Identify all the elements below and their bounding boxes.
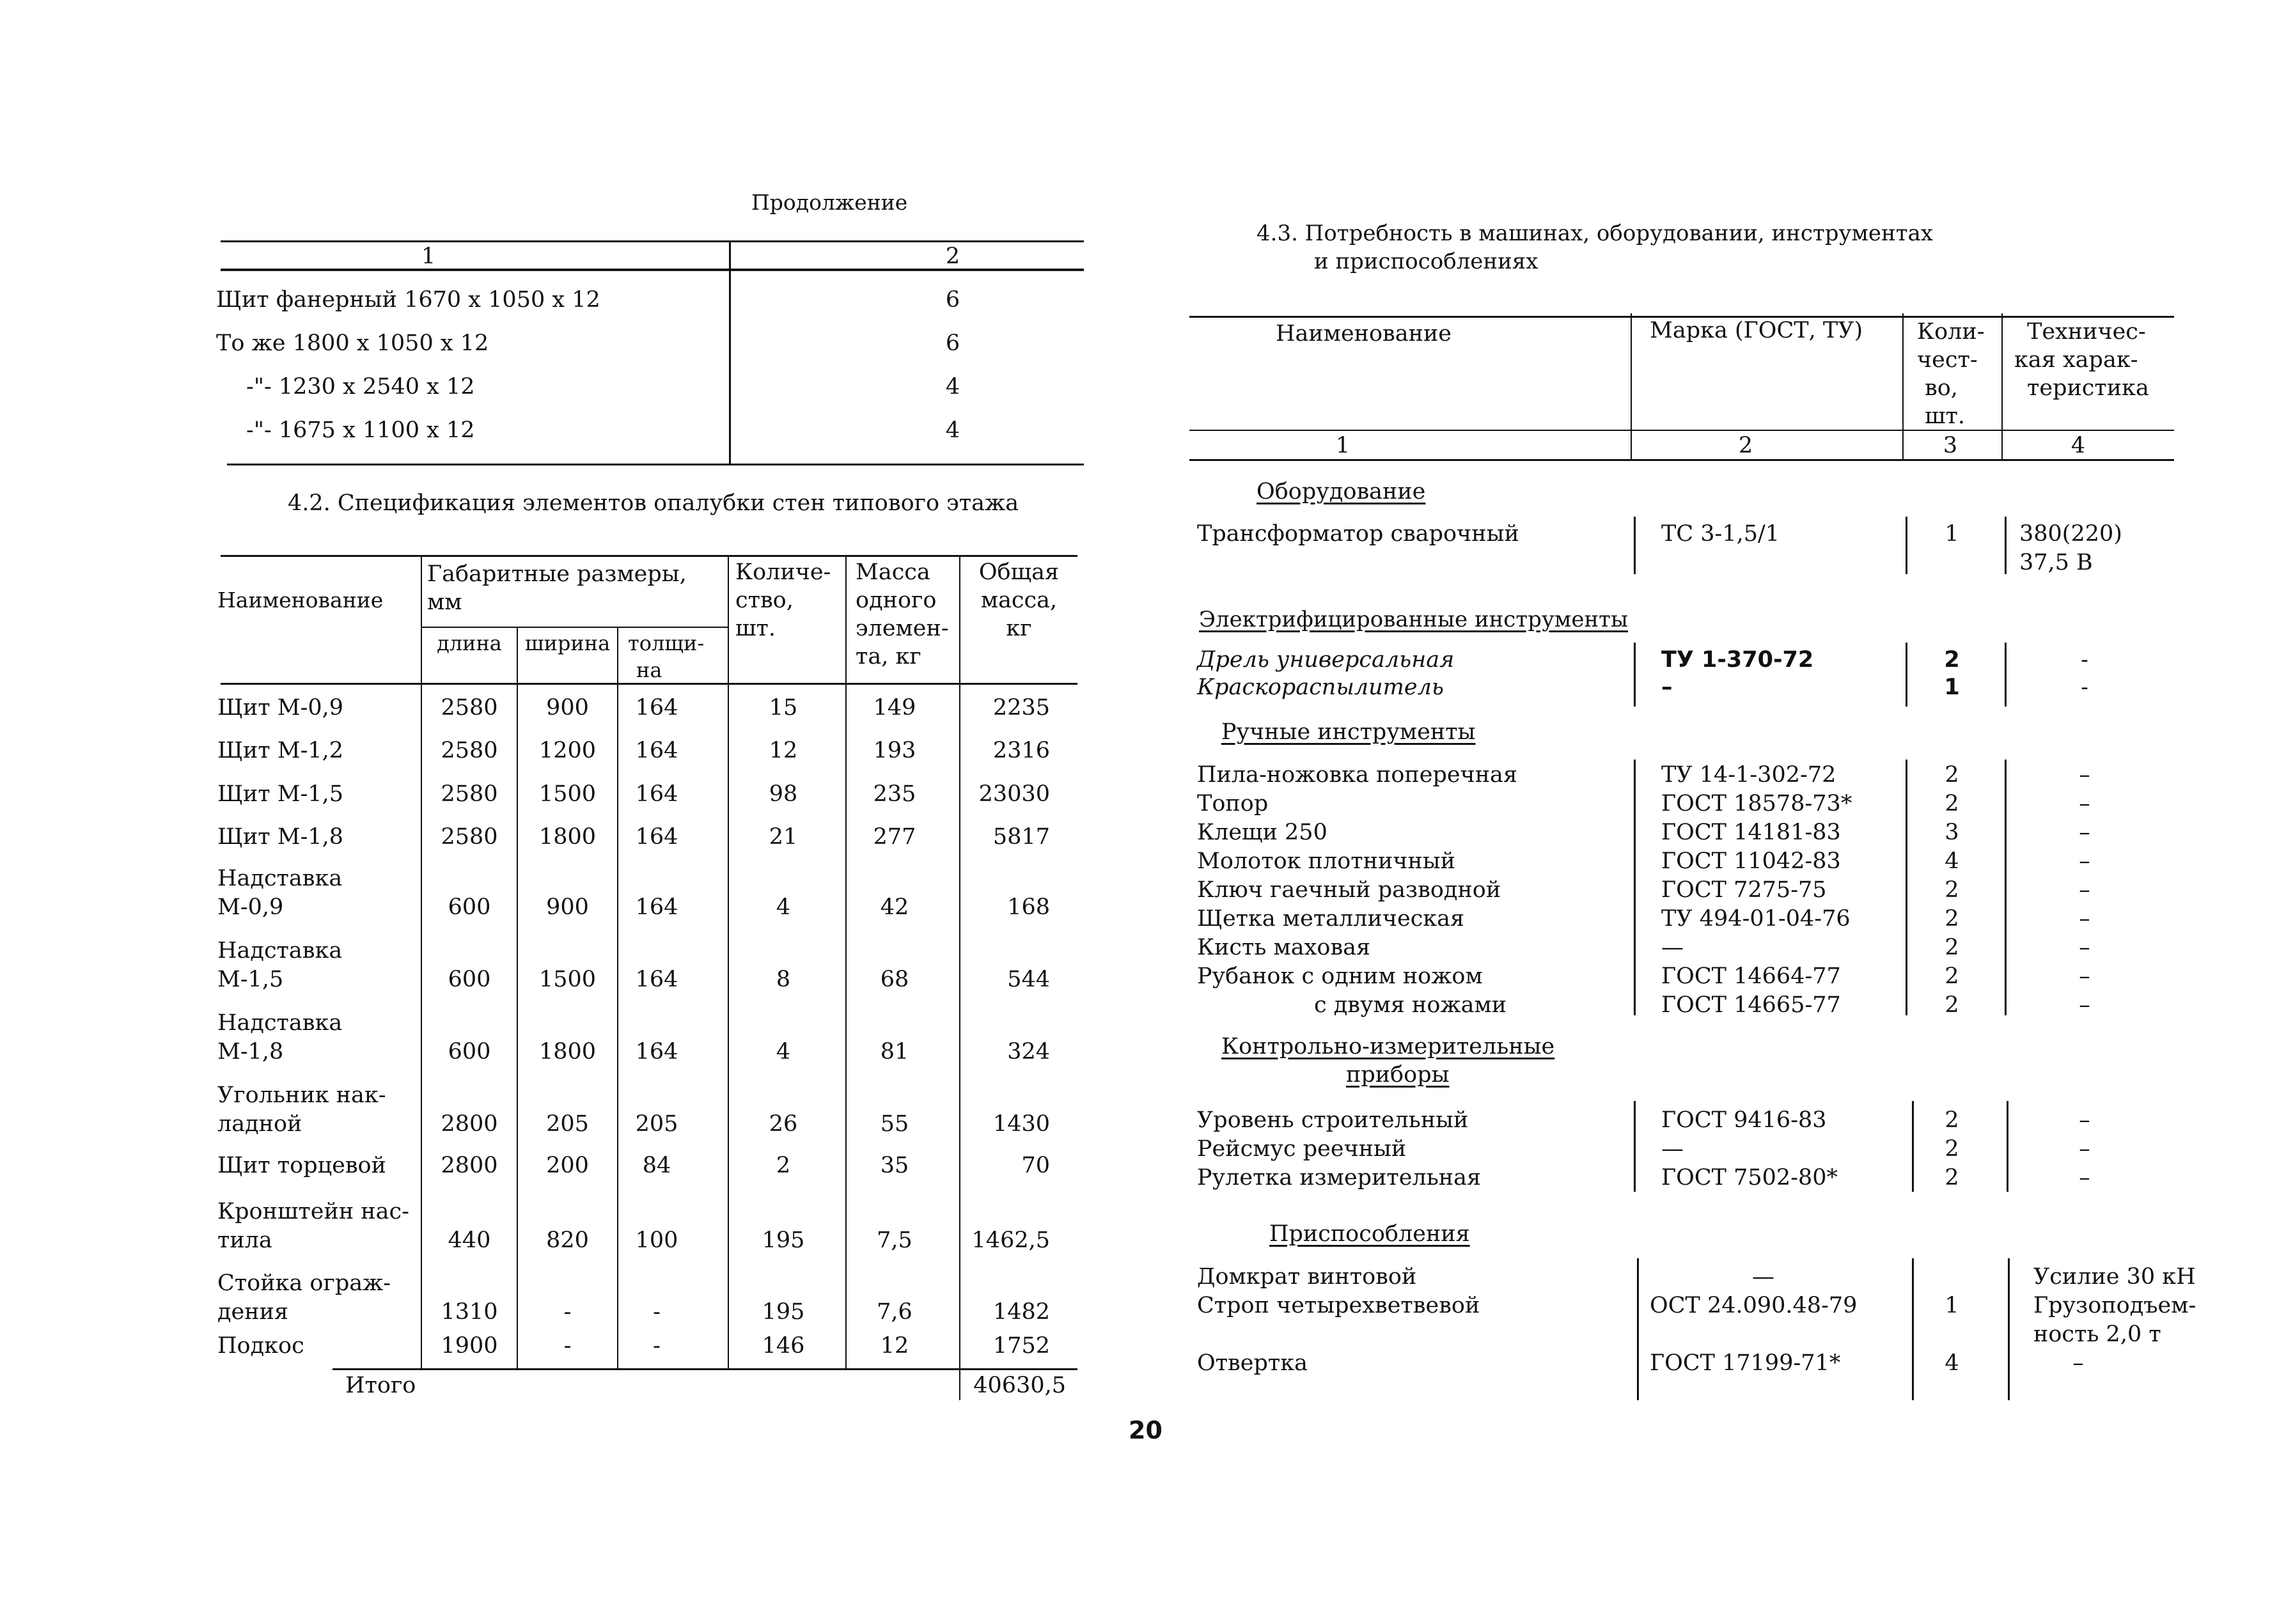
equipment-name: Уровень строительный bbox=[1197, 1107, 1469, 1133]
total-mass-value: 324 bbox=[1007, 1039, 1050, 1065]
tech-value: – bbox=[2079, 848, 2090, 874]
item-name: М-1,5 bbox=[217, 967, 284, 992]
column-divider bbox=[1912, 1101, 1914, 1192]
item-name: Надставка bbox=[217, 938, 343, 964]
thickness-value: 164 bbox=[635, 824, 678, 850]
total-mass-value: 1482 bbox=[992, 1299, 1050, 1325]
column-divider bbox=[2005, 643, 2007, 707]
quantity-value: 21 bbox=[769, 824, 798, 850]
header-dimensions: Габаритные размеры, мм bbox=[427, 561, 687, 615]
thickness-value: 164 bbox=[635, 894, 678, 920]
section-control-2: приборы bbox=[1346, 1062, 1450, 1088]
brand-value: — bbox=[1661, 1136, 1684, 1162]
continuation-row-value: 6 bbox=[945, 331, 960, 356]
thickness-value: 164 bbox=[635, 1039, 678, 1065]
rule bbox=[221, 683, 1077, 685]
quantity-value: 15 bbox=[769, 695, 798, 721]
quantity-value: 2 bbox=[1945, 1165, 1959, 1191]
column-divider bbox=[1634, 643, 1636, 707]
quantity-value: 4 bbox=[1945, 848, 1959, 874]
quantity-value: 2 bbox=[1945, 935, 1959, 960]
thickness-value: 164 bbox=[635, 738, 678, 763]
length-value: 2580 bbox=[441, 824, 498, 850]
header-qty-3: во, bbox=[1925, 375, 1958, 401]
equipment-name: Строп четырехветвевой bbox=[1197, 1293, 1480, 1318]
item-name: М-0,9 bbox=[217, 894, 284, 920]
column-divider bbox=[1912, 1258, 1914, 1400]
quantity-value: 2 bbox=[1945, 877, 1959, 903]
length-value: 1310 bbox=[441, 1299, 498, 1325]
section-electric: Электрифицированные инструменты bbox=[1199, 607, 1629, 632]
thickness-value: - bbox=[653, 1299, 661, 1325]
brand-value: ГОСТ 18578-73* bbox=[1661, 791, 1852, 816]
tech-value: – bbox=[2079, 964, 2090, 989]
header-thickness-cont: на bbox=[636, 658, 662, 682]
header-name: Наименование bbox=[1276, 321, 1452, 347]
header-unit-mass-4: та, кг bbox=[856, 644, 921, 669]
quantity-value: 2 bbox=[1944, 647, 1960, 673]
total-mass-value: 70 bbox=[1021, 1153, 1050, 1178]
equipment-name: Пила-ножовка поперечная bbox=[1197, 762, 1517, 788]
unit-mass-value: 68 bbox=[880, 967, 909, 992]
tech-value: – bbox=[2079, 1136, 2090, 1162]
rule bbox=[1189, 459, 2174, 461]
unit-mass-value: 193 bbox=[873, 738, 916, 763]
item-name: Угольник нак- bbox=[217, 1082, 386, 1108]
column-divider bbox=[1637, 1258, 1639, 1400]
quantity-value: 12 bbox=[769, 738, 798, 763]
item-name: тила bbox=[217, 1228, 272, 1253]
quantity-value: 2 bbox=[1945, 992, 1959, 1018]
unit-mass-value: 7,6 bbox=[877, 1299, 912, 1325]
rule bbox=[1189, 430, 2174, 431]
column-divider bbox=[1906, 760, 1907, 1015]
column-divider bbox=[729, 240, 731, 464]
section-devices: Приспособления bbox=[1269, 1221, 1470, 1247]
table-43-title-2: и приспособлениях bbox=[1314, 249, 1538, 274]
length-value: 1900 bbox=[441, 1333, 498, 1359]
quantity-value: 146 bbox=[762, 1333, 805, 1359]
equipment-name: Топор bbox=[1197, 791, 1269, 816]
column-divider bbox=[617, 627, 618, 1368]
tech-value: – bbox=[2079, 1107, 2090, 1133]
column-divider bbox=[1634, 760, 1636, 1015]
thickness-value: 164 bbox=[635, 781, 678, 807]
header-quantity-1: Количе- bbox=[735, 559, 831, 585]
brand-value: ТУ 1-370-72 bbox=[1661, 647, 1814, 673]
quantity-value: 4 bbox=[776, 894, 791, 920]
equipment-name: Молоток плотничный bbox=[1197, 848, 1455, 874]
brand-value: ТУ 494-01-04-76 bbox=[1661, 906, 1851, 932]
item-name: Стойка ограж- bbox=[217, 1270, 391, 1296]
item-name: Щит М-1,8 bbox=[217, 824, 344, 850]
header-qty-2: чест- bbox=[1917, 347, 1978, 373]
section-control-1: Контрольно-измерительные bbox=[1221, 1034, 1555, 1059]
quantity-value: 1 bbox=[1945, 1293, 1959, 1318]
total-mass-value: 23030 bbox=[978, 781, 1050, 807]
length-value: 440 bbox=[448, 1228, 491, 1253]
width-value: 1500 bbox=[538, 967, 597, 992]
width-value: 900 bbox=[546, 695, 589, 721]
total-mass-value: 5817 bbox=[992, 824, 1050, 850]
equipment-name: Рейсмус реечный bbox=[1197, 1136, 1407, 1162]
tech-value: 380(220) bbox=[2019, 521, 2122, 547]
header-total-2: масса, bbox=[980, 588, 1058, 613]
equipment-name: Клещи 250 bbox=[1197, 820, 1327, 845]
column-divider bbox=[1634, 517, 1636, 574]
quantity-value: 26 bbox=[769, 1111, 798, 1137]
brand-value: ОСТ 24.090.48-79 bbox=[1650, 1293, 1858, 1318]
total-mass-value: 2316 bbox=[992, 738, 1050, 763]
brand-value: ГОСТ 7502-80* bbox=[1661, 1165, 1838, 1191]
column-divider bbox=[2001, 313, 2003, 459]
length-value: 2580 bbox=[441, 695, 498, 721]
length-value: 600 bbox=[448, 894, 491, 920]
item-name: Щит М-1,5 bbox=[217, 781, 344, 807]
equipment-name: Трансформатор сварочный bbox=[1197, 521, 1519, 547]
column-divider bbox=[2005, 760, 2007, 1015]
width-value: 1800 bbox=[538, 1039, 597, 1065]
column-number: 1 bbox=[1335, 433, 1350, 458]
header-name: Наименование bbox=[217, 588, 384, 613]
item-name: Надставка bbox=[217, 866, 343, 891]
thickness-value: 164 bbox=[635, 695, 678, 721]
item-name: ладной bbox=[217, 1111, 302, 1137]
equipment-name: Рулетка измерительная bbox=[1197, 1165, 1482, 1191]
tech-value: 37,5 В bbox=[2019, 550, 2093, 575]
tech-value: – bbox=[2079, 992, 2090, 1018]
continuation-row-name: -"- 1675 х 1100 х 12 bbox=[246, 418, 475, 443]
quantity-value: 2 bbox=[1945, 1136, 1959, 1162]
brand-value: ГОСТ 17199-71* bbox=[1650, 1350, 1841, 1376]
header-tech-1: Техничес- bbox=[2027, 319, 2146, 345]
item-name: дения bbox=[217, 1299, 288, 1325]
width-value: 820 bbox=[546, 1228, 589, 1253]
column-divider bbox=[1906, 517, 1907, 574]
total-mass-value: 1752 bbox=[992, 1333, 1050, 1359]
equipment-name: Рубанок с одним ножом bbox=[1197, 964, 1483, 989]
width-value: 1200 bbox=[538, 738, 597, 763]
item-name: Щит торцевой bbox=[217, 1153, 386, 1178]
quantity-value: 4 bbox=[1945, 1350, 1959, 1376]
column-divider bbox=[1634, 1101, 1636, 1192]
total-value: 40630,5 bbox=[973, 1373, 1066, 1398]
thickness-value: 205 bbox=[635, 1111, 678, 1137]
item-name: Кронштейн нас- bbox=[217, 1199, 409, 1224]
quantity-value: 2 bbox=[1945, 791, 1959, 816]
unit-mass-value: 42 bbox=[880, 894, 909, 920]
tech-value: – bbox=[2079, 906, 2090, 932]
header-quantity-2: ство, bbox=[735, 588, 794, 613]
tech-value: - bbox=[2081, 675, 2088, 700]
quantity-value: 2 bbox=[1945, 1107, 1959, 1133]
brand-value: ТУ 14-1-302-72 bbox=[1661, 762, 1836, 788]
header-tech-3: теристика bbox=[2027, 375, 2149, 401]
header-qty-4: шт. bbox=[1925, 403, 1966, 429]
header-quantity-3: шт. bbox=[735, 616, 776, 641]
tech-value: – bbox=[2079, 820, 2090, 845]
quantity-value: 98 bbox=[769, 781, 798, 807]
tech-value: – bbox=[2079, 1165, 2090, 1191]
unit-mass-value: 7,5 bbox=[877, 1228, 912, 1253]
quantity-value: 4 bbox=[776, 1039, 791, 1065]
thickness-value: 100 bbox=[635, 1228, 678, 1253]
column-number: 1 bbox=[421, 244, 436, 269]
width-value: 200 bbox=[546, 1153, 589, 1178]
unit-mass-value: 12 bbox=[880, 1333, 909, 1359]
equipment-name: с двумя ножами bbox=[1314, 992, 1507, 1018]
column-number: 4 bbox=[2070, 433, 2086, 458]
item-name: М-1,8 bbox=[217, 1039, 284, 1065]
brand-value: ГОСТ 14664-77 bbox=[1661, 964, 1841, 989]
thickness-value: 84 bbox=[642, 1153, 671, 1178]
continuation-row-name: То же 1800 х 1050 х 12 bbox=[216, 331, 489, 356]
tech-value: - bbox=[2081, 647, 2088, 673]
total-label: Итого bbox=[345, 1373, 416, 1398]
total-mass-value: 2235 bbox=[992, 695, 1050, 721]
continuation-row-value: 4 bbox=[945, 374, 960, 400]
brand-value: ГОСТ 14665-77 bbox=[1661, 992, 1841, 1018]
column-number: 2 bbox=[1738, 433, 1753, 458]
quantity-value: 2 bbox=[1945, 762, 1959, 788]
rule bbox=[333, 1368, 1077, 1370]
equipment-name: Отвертка bbox=[1197, 1350, 1308, 1376]
equipment-name: Щетка металлическая bbox=[1197, 906, 1465, 932]
brand-value: ГОСТ 9416-83 bbox=[1661, 1107, 1827, 1133]
brand-value: ГОСТ 14181-83 bbox=[1661, 820, 1841, 845]
quantity-value: 8 bbox=[776, 967, 791, 992]
header-unit-mass-2: одного bbox=[856, 588, 937, 613]
total-mass-value: 1462,5 bbox=[971, 1228, 1050, 1253]
quantity-value: 2 bbox=[776, 1153, 791, 1178]
brand-value: ТС 3-1,5/1 bbox=[1661, 521, 1780, 547]
quantity-value: 195 bbox=[762, 1228, 805, 1253]
tech-value: – bbox=[2079, 791, 2090, 816]
brand-value: — bbox=[1752, 1264, 1774, 1290]
unit-mass-value: 35 bbox=[880, 1153, 909, 1178]
quantity-value: 195 bbox=[762, 1299, 805, 1325]
unit-mass-value: 235 bbox=[873, 781, 916, 807]
width-value: 1800 bbox=[538, 824, 597, 850]
unit-mass-value: 55 bbox=[880, 1111, 909, 1137]
table-42-title: 4.2. Спецификация элементов опалубки стен типового этажа bbox=[288, 490, 1019, 516]
table-43-title-1: 4.3. Потребность в машинах, оборудовании, инструментах bbox=[1256, 221, 1933, 246]
unit-mass-value: 81 bbox=[880, 1039, 909, 1065]
column-divider bbox=[2005, 517, 2007, 574]
thickness-value: 164 bbox=[635, 967, 678, 992]
header-brand: Марка (ГОСТ, ТУ) bbox=[1650, 318, 1863, 343]
column-divider bbox=[1631, 313, 1632, 459]
equipment-name: Дрель универсальная bbox=[1197, 647, 1455, 673]
length-value: 2800 bbox=[441, 1111, 498, 1137]
unit-mass-value: 149 bbox=[873, 695, 916, 721]
header-length: длина bbox=[437, 631, 502, 655]
equipment-name: Ключ гаечный разводной bbox=[1197, 877, 1501, 903]
brand-value: ГОСТ 7275-75 bbox=[1661, 877, 1827, 903]
brand-value: – bbox=[1661, 675, 1673, 700]
item-name: Надставка bbox=[217, 1010, 343, 1036]
continuation-label: Продолжение bbox=[751, 190, 908, 215]
equipment-name: Краскораспылитель bbox=[1197, 675, 1444, 700]
header-total-1: Общая bbox=[978, 559, 1060, 585]
thickness-value: - bbox=[653, 1333, 661, 1359]
column-divider bbox=[517, 627, 518, 1368]
continuation-row-value: 6 bbox=[945, 287, 960, 313]
column-number: 3 bbox=[1943, 433, 1958, 458]
total-mass-value: 1430 bbox=[992, 1111, 1050, 1137]
quantity-value: 1 bbox=[1944, 675, 1960, 700]
item-name: Щит М-0,9 bbox=[217, 695, 344, 721]
column-number: 2 bbox=[945, 244, 960, 269]
section-equipment: Оборудование bbox=[1256, 479, 1426, 504]
header-unit-mass-3: элемен- bbox=[856, 616, 949, 641]
rule bbox=[221, 555, 1077, 557]
brand-value: — bbox=[1661, 935, 1684, 960]
width-value: 1500 bbox=[538, 781, 597, 807]
tech-value: – bbox=[2079, 877, 2090, 903]
page-number: 20 bbox=[1129, 1416, 1162, 1444]
column-divider bbox=[2008, 1258, 2010, 1400]
width-value: 900 bbox=[546, 894, 589, 920]
column-divider bbox=[1902, 313, 1904, 459]
tech-value: – bbox=[2079, 762, 2090, 788]
tech-value: – bbox=[2072, 1350, 2084, 1376]
tech-value: Усилие 30 кН bbox=[2033, 1264, 2196, 1290]
length-value: 2580 bbox=[441, 781, 498, 807]
header-width: ширина bbox=[524, 631, 611, 655]
rule bbox=[422, 627, 729, 628]
continuation-row-value: 4 bbox=[945, 418, 960, 443]
equipment-name: Кисть маховая bbox=[1197, 935, 1371, 960]
header-thickness: толщи- bbox=[628, 631, 705, 655]
quantity-value: 3 bbox=[1945, 820, 1959, 845]
rule bbox=[227, 464, 1084, 465]
length-value: 2580 bbox=[441, 738, 498, 763]
header-tech-2: кая харак- bbox=[2014, 347, 2138, 373]
total-mass-value: 168 bbox=[1007, 894, 1050, 920]
length-value: 2800 bbox=[441, 1153, 498, 1178]
column-divider bbox=[2007, 1101, 2008, 1192]
tech-value: – bbox=[2079, 935, 2090, 960]
brand-value: ГОСТ 11042-83 bbox=[1661, 848, 1841, 874]
tech-value: Грузоподъем- bbox=[2033, 1293, 2196, 1318]
total-mass-value: 544 bbox=[1007, 967, 1050, 992]
length-value: 600 bbox=[448, 967, 491, 992]
continuation-row-name: -"- 1230 х 2540 х 12 bbox=[246, 374, 475, 400]
quantity-value: 1 bbox=[1945, 521, 1959, 547]
header-unit-mass-1: Масса bbox=[856, 559, 930, 585]
tech-value: ность 2,0 т bbox=[2033, 1322, 2161, 1347]
item-name: Подкос bbox=[217, 1333, 304, 1359]
unit-mass-value: 277 bbox=[873, 824, 916, 850]
quantity-value: 2 bbox=[1945, 906, 1959, 932]
width-value: - bbox=[563, 1333, 572, 1359]
header-total-3: кг bbox=[1006, 616, 1032, 641]
width-value: - bbox=[563, 1299, 572, 1325]
header-qty-1: Коли- bbox=[1917, 319, 1985, 345]
section-manual: Ручные инструменты bbox=[1221, 719, 1476, 745]
item-name: Щит М-1,2 bbox=[217, 738, 344, 763]
equipment-name: Домкрат винтовой bbox=[1197, 1264, 1417, 1290]
width-value: 205 bbox=[546, 1111, 589, 1137]
length-value: 600 bbox=[448, 1039, 491, 1065]
quantity-value: 2 bbox=[1945, 964, 1959, 989]
continuation-row-name: Щит фанерный 1670 х 1050 х 12 bbox=[216, 287, 600, 313]
column-divider bbox=[1906, 643, 1907, 707]
rule bbox=[221, 240, 1084, 242]
